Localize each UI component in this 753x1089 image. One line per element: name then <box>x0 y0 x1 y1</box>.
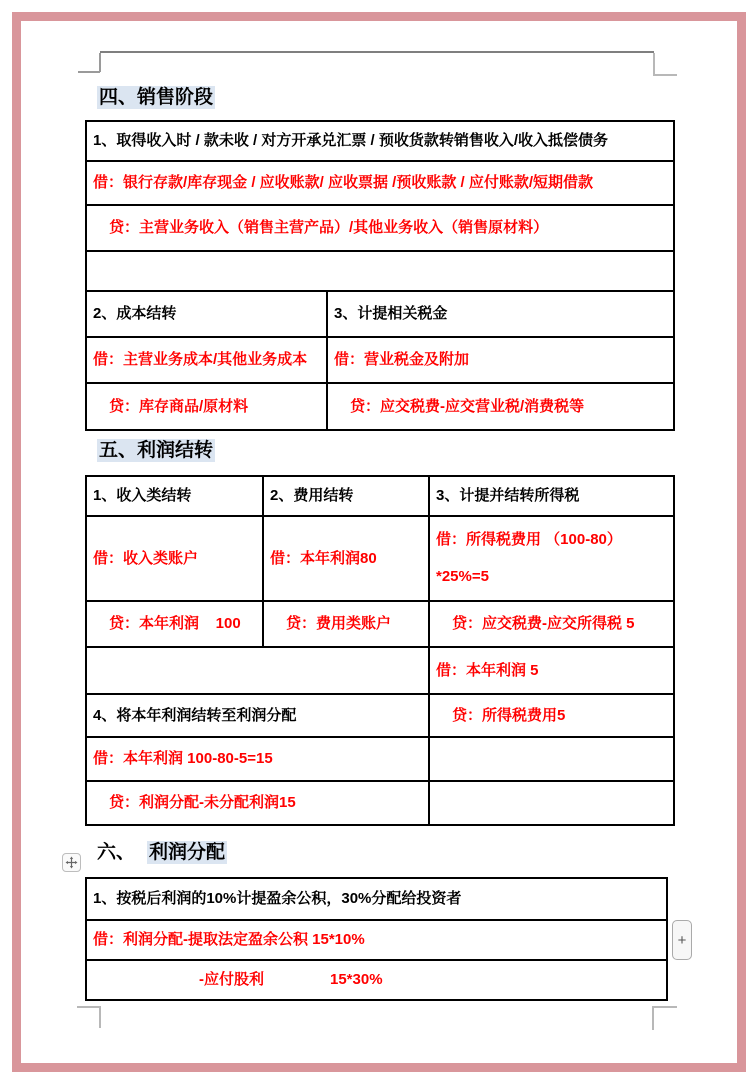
table-row <box>87 122 673 160</box>
entry-title: 1、按税后利润的10%计提盈余公积，30%分配给投资者 <box>93 890 462 907</box>
empty-cell <box>428 782 673 824</box>
debit-entry <box>428 517 673 600</box>
debit-entry: 借：本年利润 100-80-5=15 <box>93 750 273 767</box>
margin-crop-mark-bottom-right <box>652 1006 654 1030</box>
credit-entry: 贷：应交税费-应交营业税/消费税等 <box>326 384 673 429</box>
table-row <box>87 600 673 646</box>
table-row <box>87 160 673 204</box>
table-profit-distribution <box>85 877 668 1001</box>
credit-entry-label: -应付股利 <box>199 971 264 988</box>
empty-cell <box>428 738 673 780</box>
empty-cell <box>87 252 99 290</box>
margin-crop-mark-bottom-right <box>653 1006 677 1008</box>
table-row <box>87 646 673 693</box>
move-arrows-icon <box>65 856 78 869</box>
highlighted-text: 利润分配 <box>149 842 226 863</box>
credit-entry: 贷：应交税费-应交所得税 5 <box>428 602 673 646</box>
debit-entry: 借：本年利润80 <box>262 517 428 600</box>
credit-entry: 贷：本年利润 100 <box>109 615 241 632</box>
table-row <box>87 780 673 824</box>
highlighted-text: 四、销售阶段 <box>99 87 214 108</box>
table-row <box>87 919 666 959</box>
debit-entry: 借：银行存款/库存现金 / 应收账款/ 应收票据 /预收账款 / 应付账款/短期借款 <box>93 174 594 191</box>
margin-crop-mark-bottom-left <box>99 1006 101 1028</box>
table-row <box>87 515 673 600</box>
debit-entry: 借：营业税金及附加 <box>326 338 673 382</box>
entry-title: 3、计提相关税金 <box>326 292 673 336</box>
margin-crop-mark-bottom-left <box>77 1006 100 1008</box>
table-row <box>87 959 666 999</box>
table-row <box>87 477 673 515</box>
debit-entry-line1: 借：所得税费用 （100-80） <box>436 531 622 548</box>
table-row <box>87 693 673 736</box>
section-heading-5 <box>97 438 215 463</box>
credit-entry-value: 15*30% <box>330 971 383 988</box>
table-row <box>87 336 673 382</box>
entry-title: 2、成本结转 <box>93 305 177 322</box>
credit-entry: 贷：主营业务收入（销售主营产品）/其他业务收入（销售原材料） <box>109 219 549 236</box>
table-row <box>87 382 673 429</box>
table-profit-carryover <box>85 475 675 826</box>
table-sales-stage <box>85 120 675 431</box>
debit-entry: 借：收入类账户 <box>93 549 199 567</box>
table-row-empty <box>87 250 673 290</box>
debit-entry: 借：本年利润 5 <box>428 648 673 693</box>
table-row <box>87 879 666 919</box>
margin-crop-mark-top-right <box>654 74 677 76</box>
margin-crop-mark-top-right <box>653 53 655 76</box>
debit-entry: 借：主营业务成本/其他业务成本 <box>93 351 308 368</box>
margin-crop-mark-top-left <box>99 53 101 72</box>
header-boundary-line <box>100 51 654 53</box>
section-heading-4 <box>97 85 215 110</box>
entry-title: 1、取得收入时 / 款未收 / 对方开承兑汇票 / 预收货款转销售收入/收入抵偿债务 <box>93 132 609 149</box>
debit-entry-line2: *25%=5 <box>436 568 489 585</box>
empty-cell <box>87 648 428 693</box>
credit-entry: 贷：库存商品/原材料 <box>109 397 249 415</box>
debit-entry: 借：利润分配-提取法定盈余公积 15*10% <box>93 931 365 948</box>
credit-entry: 贷：所得税费用5 <box>428 695 673 736</box>
heading-number: 六、 <box>97 842 136 863</box>
table-row <box>87 290 673 336</box>
section-heading-6 <box>97 840 227 865</box>
credit-entry: 贷：利润分配-未分配利润15 <box>109 794 296 811</box>
highlighted-text: 五、利润结转 <box>99 440 214 461</box>
margin-crop-mark-top-left <box>78 71 100 73</box>
entry-title: 1、收入类结转 <box>93 487 192 504</box>
entry-title: 4、将本年利润结转至利润分配 <box>93 706 297 724</box>
table-row <box>87 736 673 780</box>
insert-row-plus-button[interactable]: + <box>672 920 692 960</box>
entry-title: 2、费用结转 <box>262 477 428 515</box>
credit-entry: 贷：费用类账户 <box>262 602 428 646</box>
entry-title: 3、计提并结转所得税 <box>428 477 673 515</box>
table-row <box>87 204 673 250</box>
table-move-handle[interactable] <box>62 853 81 872</box>
